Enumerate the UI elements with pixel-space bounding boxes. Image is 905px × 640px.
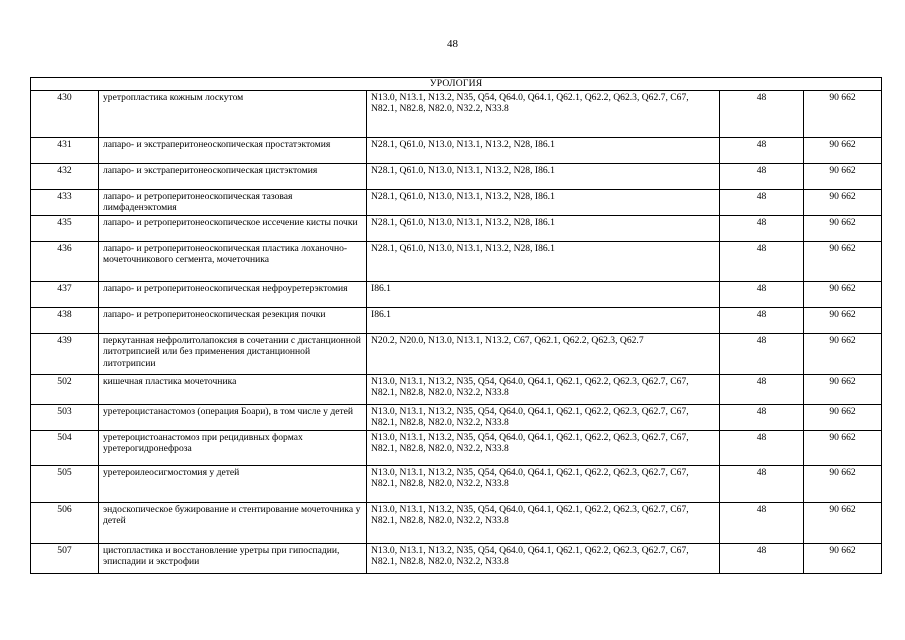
- table-row: [31, 137, 882, 163]
- procedure-name: лапаро- и ретроперитонеоскопическая нефроуретерэктомия: [99, 281, 367, 307]
- table-row: [31, 465, 882, 502]
- cost-value: 90 662: [804, 163, 882, 189]
- diagnosis-codes: N28.1, Q61.0, N13.0, N13.1, N13.2, N28, I86.1: [367, 215, 720, 241]
- section-title: УРОЛОГИЯ: [31, 78, 882, 91]
- row-number: 506: [31, 502, 99, 543]
- diagnosis-codes: N13.0, N13.1, N13.2, N35, Q54, Q64.0, Q64.1, Q62.1, Q62.2, Q62.3, Q62.7, C67, N82.1, N82.8, N82.0, N32.2, N33.8: [367, 502, 720, 543]
- diagnosis-codes: N28.1, Q61.0, N13.0, N13.1, N13.2, N28, I86.1: [367, 241, 720, 281]
- diagnosis-codes: N28.1, Q61.0, N13.0, N13.1, N13.2, N28, I86.1: [367, 163, 720, 189]
- diagnosis-codes: I86.1: [367, 281, 720, 307]
- procedure-name: эндоскопическое бужирование и стентирование мочеточника у детей: [99, 502, 367, 543]
- row-number: 502: [31, 374, 99, 404]
- procedures-table-body: [31, 78, 882, 574]
- row-number: 435: [31, 215, 99, 241]
- diagnosis-codes: N28.1, Q61.0, N13.0, N13.1, N13.2, N28, I86.1: [367, 189, 720, 215]
- table-row: [31, 430, 882, 465]
- cost-value: 90 662: [804, 215, 882, 241]
- table-row: [31, 543, 882, 573]
- procedure-name: лапаро- и ретроперитонеоскопическая тазовая лимфаденэктомия: [99, 189, 367, 215]
- row-number: 507: [31, 543, 99, 573]
- table-row: [31, 404, 882, 430]
- group-number: 48: [720, 404, 804, 430]
- group-number: 48: [720, 137, 804, 163]
- group-number: 48: [720, 90, 804, 137]
- procedure-name: уретропластика кожным лоскутом: [99, 90, 367, 137]
- row-number: 430: [31, 90, 99, 137]
- procedure-name: цистопластика и восстановление уретры при гипоспадии, эписпадии и экстрофии: [99, 543, 367, 573]
- diagnosis-codes: N20.2, N20.0, N13.0, N13.1, N13.2, C67, Q62.1, Q62.2, Q62.3, Q62.7: [367, 333, 720, 374]
- cost-value: 90 662: [804, 333, 882, 374]
- group-number: 48: [720, 333, 804, 374]
- procedure-name: кишечная пластика мочеточника: [99, 374, 367, 404]
- procedures-table: [30, 77, 882, 574]
- procedure-name: лапаро- и ретроперитонеоскопическая резекция почки: [99, 307, 367, 333]
- group-number: 48: [720, 215, 804, 241]
- procedure-name: уретероилеосигмостомия у детей: [99, 465, 367, 502]
- row-number: 432: [31, 163, 99, 189]
- cost-value: 90 662: [804, 281, 882, 307]
- table-row: [31, 189, 882, 215]
- procedure-name: лапаро- и экстраперитонеоскопическая простатэктомия: [99, 137, 367, 163]
- cost-value: 90 662: [804, 465, 882, 502]
- cost-value: 90 662: [804, 502, 882, 543]
- diagnosis-codes: N13.0, N13.1, N13.2, N35, Q54, Q64.0, Q64.1, Q62.1, Q62.2, Q62.3, Q62.7, C67, N82.1, N82.8, N82.0, N32.2, N33.8: [367, 404, 720, 430]
- cost-value: 90 662: [804, 189, 882, 215]
- table-row: [31, 90, 882, 137]
- table-row: [31, 502, 882, 543]
- group-number: 48: [720, 465, 804, 502]
- page-number: 48: [447, 38, 458, 50]
- procedure-name: лапаро- и экстраперитонеоскопическая цистэктомия: [99, 163, 367, 189]
- cost-value: 90 662: [804, 374, 882, 404]
- procedure-name: уретероцистанастомоз (операция Боари), в том числе у детей: [99, 404, 367, 430]
- diagnosis-codes: N13.0, N13.1, N13.2, N35, Q54, Q64.0, Q64.1, Q62.1, Q62.2, Q62.3, Q62.7, C67, N82.1, N82.8, N82.0, N32.2, N33.8: [367, 465, 720, 502]
- group-number: 48: [720, 307, 804, 333]
- cost-value: 90 662: [804, 430, 882, 465]
- table-row: [31, 374, 882, 404]
- cost-value: 90 662: [804, 241, 882, 281]
- row-number: 431: [31, 137, 99, 163]
- group-number: 48: [720, 374, 804, 404]
- row-number: 438: [31, 307, 99, 333]
- row-number: 505: [31, 465, 99, 502]
- group-number: 48: [720, 543, 804, 573]
- diagnosis-codes: N13.0, N13.1, N13.2, N35, Q54, Q64.0, Q64.1, Q62.1, Q62.2, Q62.3, Q62.7, C67, N82.1, N82.8, N82.0, N32.2, N33.8: [367, 90, 720, 137]
- table-row: [31, 215, 882, 241]
- diagnosis-codes: N28.1, Q61.0, N13.0, N13.1, N13.2, N28, I86.1: [367, 137, 720, 163]
- cost-value: 90 662: [804, 137, 882, 163]
- procedure-name: лапаро- и ретроперитонеоскопическое иссечение кисты почки: [99, 215, 367, 241]
- diagnosis-codes: N13.0, N13.1, N13.2, N35, Q54, Q64.0, Q64.1, Q62.1, Q62.2, Q62.3, Q62.7, C67, N82.1, N82.8, N82.0, N32.2, N33.8: [367, 543, 720, 573]
- group-number: 48: [720, 502, 804, 543]
- table-row: [31, 281, 882, 307]
- cost-value: 90 662: [804, 404, 882, 430]
- row-number: 504: [31, 430, 99, 465]
- cost-value: 90 662: [804, 543, 882, 573]
- group-number: 48: [720, 163, 804, 189]
- row-number: 433: [31, 189, 99, 215]
- table-row: [31, 241, 882, 281]
- group-number: 48: [720, 281, 804, 307]
- table-row: [31, 333, 882, 374]
- diagnosis-codes: I86.1: [367, 307, 720, 333]
- procedure-name: уретероцистоанастомоз при рецидивных формах уретерогидронефроза: [99, 430, 367, 465]
- diagnosis-codes: N13.0, N13.1, N13.2, N35, Q54, Q64.0, Q64.1, Q62.1, Q62.2, Q62.3, Q62.7, C67, N82.1, N82.8, N82.0, N32.2, N33.8: [367, 430, 720, 465]
- table-row: [31, 163, 882, 189]
- group-number: 48: [720, 241, 804, 281]
- row-number: 439: [31, 333, 99, 374]
- row-number: 503: [31, 404, 99, 430]
- procedure-name: лапаро- и ретроперитонеоскопическая пластика лоханочно-мочеточникового сегмента, мочеточника: [99, 241, 367, 281]
- procedure-name: перкутанная нефролитолапоксия в сочетании с дистанционной литотрипсией или без применения дистанционной литотрипсии: [99, 333, 367, 374]
- section-header-row: [31, 78, 882, 91]
- diagnosis-codes: N13.0, N13.1, N13.2, N35, Q54, Q64.0, Q64.1, Q62.1, Q62.2, Q62.3, Q62.7, C67, N82.1, N82.8, N82.0, N32.2, N33.8: [367, 374, 720, 404]
- group-number: 48: [720, 430, 804, 465]
- cost-value: 90 662: [804, 90, 882, 137]
- row-number: 436: [31, 241, 99, 281]
- group-number: 48: [720, 189, 804, 215]
- cost-value: 90 662: [804, 307, 882, 333]
- row-number: 437: [31, 281, 99, 307]
- table-row: [31, 307, 882, 333]
